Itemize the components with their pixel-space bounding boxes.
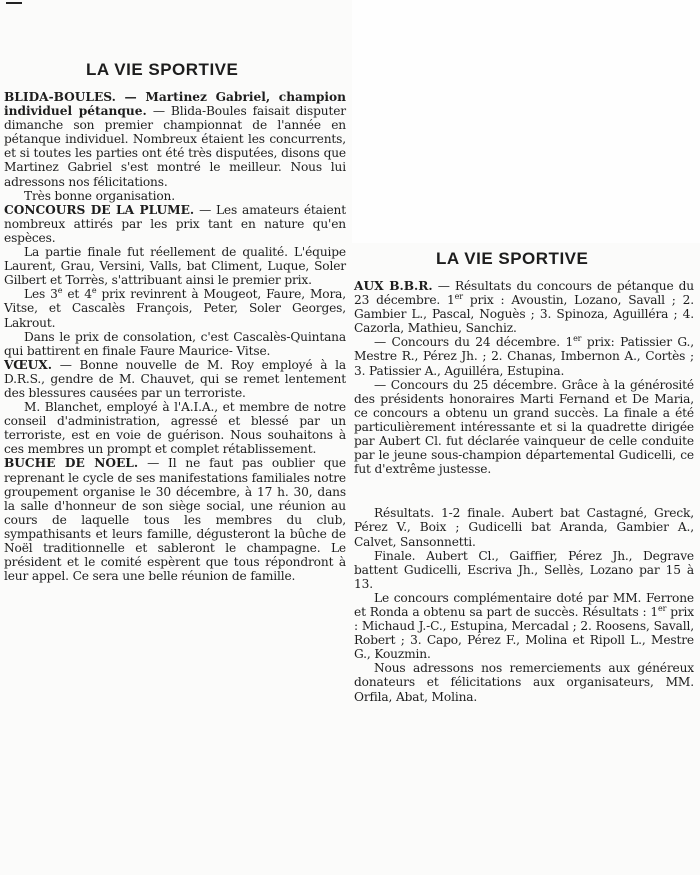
ordinal-3: e [57, 286, 63, 296]
column-gap [354, 476, 694, 506]
blida-body: — Blida-Boules faisait disputer dimanche son premier championnat de l'année en pétanque individuel. Nombreux étaient les concurrents, et si toutes les parties ont été très disputées, disons que Martinez Gabriel s'est montré le meilleur. Nous lui adressons nos félicitations. [4, 104, 346, 189]
complementaire-text: Le concours complémentaire doté par MM. Ferrone et Ronda a obtenu sa part de succès. Résultats : 1 [354, 590, 694, 619]
right-clipping [350, 243, 700, 875]
dec24-paragraph [354, 335, 694, 377]
voeux-paragraph [4, 358, 346, 400]
dec25-paragraph: — Concours du 25 décembre. Grâce à la générosité des présidents honoraires Marti Fernand et De Maria, ce concours a obtenu un grand succès. La finale a été particulièrement intéressante et si la quadrette dirigée par Aubert Cl. fut déclarée vainqueur de celle conduite par le jeune sous-champion départemental Gudicelli, ce fut d'extrême justesse. [354, 377, 694, 477]
ordinal-4: e [91, 286, 97, 296]
ordinal-1er: er [573, 334, 582, 344]
ordinal-1er: er [658, 603, 667, 613]
ordinal-1er: er [454, 292, 463, 302]
thanks-paragraph: Nous adressons nos remerciements aux généreux donateurs et félicitations aux organisateurs, MM. Orfila, Abat, Molina. [354, 661, 694, 704]
left-section-title: LA VIE SPORTIVE [86, 60, 239, 79]
bbr-body: — Résultats du concours de pétanque du 23 décembre. 1 [354, 279, 694, 308]
plume-prizes-text: Les 3 [24, 287, 58, 302]
plume-consolation: Dans le prix de consolation, c'est Cascalès-Quintana qui battirent en finale Faure Maurice- Vitse. [4, 329, 346, 358]
plume-final: La partie finale fut réellement de qualité. L'équipe Laurent, Grau, Versini, Valls, bat Climent, Luque, Soler Gilbert et Torrès, s'attribuant ainsi le premier prix. [4, 245, 346, 288]
finale-paragraph: Finale. Aubert Cl., Gaiffier, Pérez Jh., Degrave battent Gudicelli, Escriva Jh., Sellès, Lozano par 15 à 13. [354, 548, 694, 591]
blida-heading: BLIDA-BOULES. — Martinez Gabriel, champion individuel pétanque. [4, 90, 346, 119]
plume-prizes [4, 287, 346, 329]
blida-paragraph [4, 90, 346, 189]
complementaire-results: prix : Michaud J.-C., Estupina, Mercadal ; 2. Roosens, Savall, Robert ; 3. Capo, Pérez F., Molina et Ripoll L., Mestre G., Kouzmin. [354, 604, 695, 662]
noel-body: — Il ne faut pas oublier que reprenant le cycle de ses manifestations familiales notre groupement organise le 30 décembre, à 17 h. 30, dans la salle d'honneur de son siège social, une réunion au cours de laquelle tous les membres du club, sympathisants et leurs famille, dégusteront la bûche de Noël traditionnelle et sableront le champagne. Le président et le comité espèrent que tous répondront à leur appel. Ce sera une belle réunion de famille. [4, 456, 346, 584]
bbr-results: prix : Avoustin, Lozano, Savall ; 2. Gambier L., Pascal, Noguès ; 3. Spinoza, Aguilléra ; 4. Cazorla, Mathieu, Sanchiz. [354, 293, 695, 336]
complementaire-paragraph [354, 591, 694, 661]
bbr-heading: AUX B.B.R. [354, 279, 433, 293]
dec24-results: prix: Patissier G., Mestre R., Pérez Jh. ; 2. Chanas, Imbernon A., Cortès ; 3. Patissier A., Aguilléra, Estupina. [354, 335, 694, 378]
plume-prizes-list: prix revinrent à Mougeot, Faure, Mora, Vitse, et Cascalès François, Peter, Soler Georges, Lakrout. [4, 287, 346, 330]
right-section-title: LA VIE SPORTIVE [436, 249, 589, 268]
plume-heading: CONCOURS DE LA PLUME. [4, 202, 195, 217]
noel-heading: BUCHE DE NOEL. [4, 456, 139, 471]
dec24-text: — Concours du 24 décembre. 1 [374, 335, 574, 350]
blida-organisation: Très bonne organisation. [24, 188, 175, 203]
noel-paragraph [4, 456, 346, 583]
plume-body: — Les amateurs étaient nombreux attirés par les prix tant en nature qu'en espèces. [4, 202, 346, 245]
results-paragraph: Résultats. 1-2 finale. Aubert bat Castagné, Greck, Pérez V., Boix ; Gudicelli bat Aranda, Gambier A., Calvet, Sansonnetti. [354, 506, 694, 549]
bbr-paragraph [354, 279, 694, 335]
corner-mark [6, 2, 22, 9]
voeux-body: — Bonne nouvelle de M. Roy employé à la D.R.S., gendre de M. Chauvet, qui se remet lentement des blessures causées par un terroriste. [4, 357, 346, 400]
plume-paragraph [4, 203, 346, 245]
voeux-heading: VŒUX. [4, 357, 52, 372]
plume-prizes-and: et 4 [62, 287, 92, 302]
voeux-blanchet: M. Blanchet, employé à l'A.I.A., et membre de notre conseil d'administration, agressé et blessé par un terroriste, est en voie de guérison. Nous souhaitons à ces membres un prompt et complet rétablissement. [4, 400, 346, 457]
